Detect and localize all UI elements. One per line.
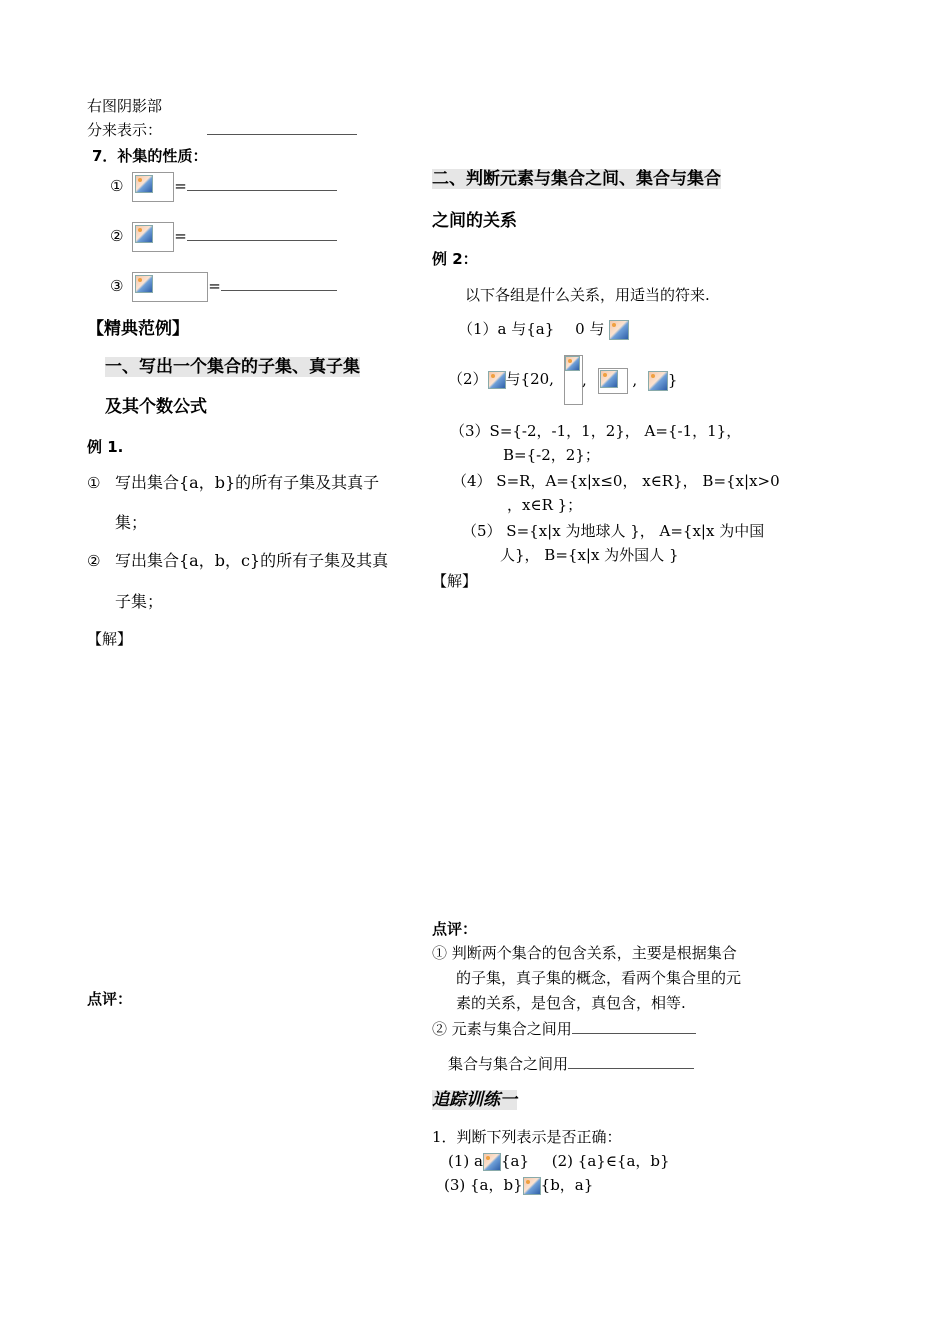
equals-sign: = [208, 277, 221, 295]
comment1-line2: 的子集，真子集的概念，看两个集合里的元 [456, 969, 742, 987]
ex2-item1-b: 0 与 [575, 320, 605, 338]
comment2 [432, 1018, 696, 1040]
formula-frame [132, 222, 174, 252]
comment1-line3: 素的关系，是包含，真包含，相等. [456, 994, 686, 1012]
item-number: ① [110, 177, 124, 195]
q1-c-end: {b，a} [540, 1176, 594, 1194]
tracking-heading-text: 追踪训练一 [432, 1090, 517, 1110]
answer-blank [187, 176, 337, 191]
ex2-item3-line2: B={-2，2}； [503, 446, 600, 464]
part2-heading-line2: 之间的关系 [432, 211, 517, 231]
complement-item-2 [110, 222, 337, 252]
ex1-item2-line1: 写出集合{a，b，c}的所有子集及其真 [115, 551, 389, 570]
q1-a-end: {a} [500, 1152, 529, 1170]
part2-heading-line1 [432, 168, 721, 190]
formula-image-icon [523, 1177, 541, 1195]
part2-heading-text: 二、判断元素与集合之间、集合与集合 [432, 169, 721, 189]
ex1-comment-label: 点评： [87, 990, 133, 1008]
complement-item-1 [110, 172, 337, 202]
comment1-line1: ① 判断两个集合的包含关系，主要是根据集合 [432, 944, 737, 962]
ex2-item5-line1: （5） S={x|x 为地球人 }， A={x|x 为中国 [462, 522, 765, 540]
ex2-item2-rest [582, 368, 677, 394]
comma: , [632, 371, 638, 389]
comment3 [448, 1053, 694, 1075]
comment2-text: ② 元素与集合之间用 [432, 1020, 572, 1038]
ex2-item1 [458, 318, 629, 340]
shade-text-line1: 右图阴影部 [87, 97, 163, 115]
ex2-item2-a: （2） [448, 370, 488, 388]
comment3-text: 集合与集合之间用 [448, 1055, 569, 1073]
ex2-comment-label: 点评： [432, 920, 478, 938]
answer-blank [221, 276, 337, 291]
answer-blank [572, 1019, 696, 1034]
part1-heading-line1 [105, 356, 360, 378]
tracking-q1-ab [448, 1150, 670, 1172]
shade-text-label: 分来表示： [87, 121, 163, 139]
formula-image-icon [565, 356, 580, 371]
ex1-item2-line2: 子集； [115, 592, 164, 611]
tracking-q1: 1．判断下列表示是否正确： [432, 1128, 622, 1146]
formula-image-icon [483, 1153, 501, 1171]
formula-image-icon [135, 275, 153, 293]
answer-blank [187, 226, 337, 241]
q1-c-start: (3) {a，b} [444, 1176, 523, 1194]
formula-image-icon [609, 320, 629, 340]
formula-frame [598, 368, 628, 394]
shade-text-line2 [87, 119, 357, 141]
closing-brace: } [667, 371, 678, 389]
ex1-item1-line2: 集； [115, 513, 148, 532]
example2-label: 例 2： [432, 250, 478, 268]
ex1-item1-number: ① [87, 474, 101, 492]
ex2-item2 [448, 368, 554, 390]
section-heading: 【精典范例】 [87, 319, 189, 339]
equals-sign: = [174, 177, 187, 195]
formula-image-icon [488, 371, 506, 389]
shade-answer-blank [207, 120, 357, 135]
complement-item-3 [110, 272, 337, 302]
ex1-item2-number: ② [87, 552, 101, 570]
ex2-solution-label: 【解】 [432, 572, 478, 590]
ex2-item3-line1: （3）S={-2，-1，1，2}， A={-1，1}， [450, 422, 742, 440]
formula-frame [132, 272, 208, 302]
complement-heading: 7．补集的性质： [92, 147, 208, 165]
q1-a-start: (1) a [448, 1152, 483, 1170]
item-number: ③ [110, 277, 124, 295]
ex2-item4-line1: （4） S=R，A={x|x≤0， x∈R}， B={x|x>0 [452, 472, 780, 490]
tracking-q1-c [444, 1174, 593, 1196]
ex2-item2-b: 与{20, [505, 370, 554, 388]
formula-image-icon [600, 370, 618, 388]
q1-b: (2) {a}∈{a，b} [551, 1152, 670, 1170]
tracking-heading [432, 1089, 517, 1111]
equals-sign: = [174, 227, 187, 245]
formula-frame [564, 355, 583, 405]
formula-image-icon [648, 371, 668, 391]
answer-blank [568, 1054, 694, 1069]
example2-intro: 以下各组是什么关系，用适当的符来. [465, 286, 710, 304]
example1-label: 例 1. [87, 438, 124, 456]
part1-heading-text: 一、写出一个集合的子集、真子集 [105, 357, 360, 377]
ex2-item4-line2: ，x∈R }； [507, 496, 583, 514]
formula-image-icon [135, 225, 153, 243]
item-number: ② [110, 227, 124, 245]
formula-frame [132, 172, 174, 202]
ex1-solution-label: 【解】 [87, 630, 133, 648]
ex1-item1-line1: 写出集合{a，b}的所有子集及其真子 [115, 473, 380, 492]
formula-image-icon [135, 175, 153, 193]
ex2-item5-line2: 人}， B={x|x 为外国人 } [500, 546, 679, 564]
ex2-item1-a: （1）a 与{a} [458, 320, 555, 338]
comma: , [582, 371, 587, 389]
part1-heading-line2: 及其个数公式 [105, 397, 207, 417]
